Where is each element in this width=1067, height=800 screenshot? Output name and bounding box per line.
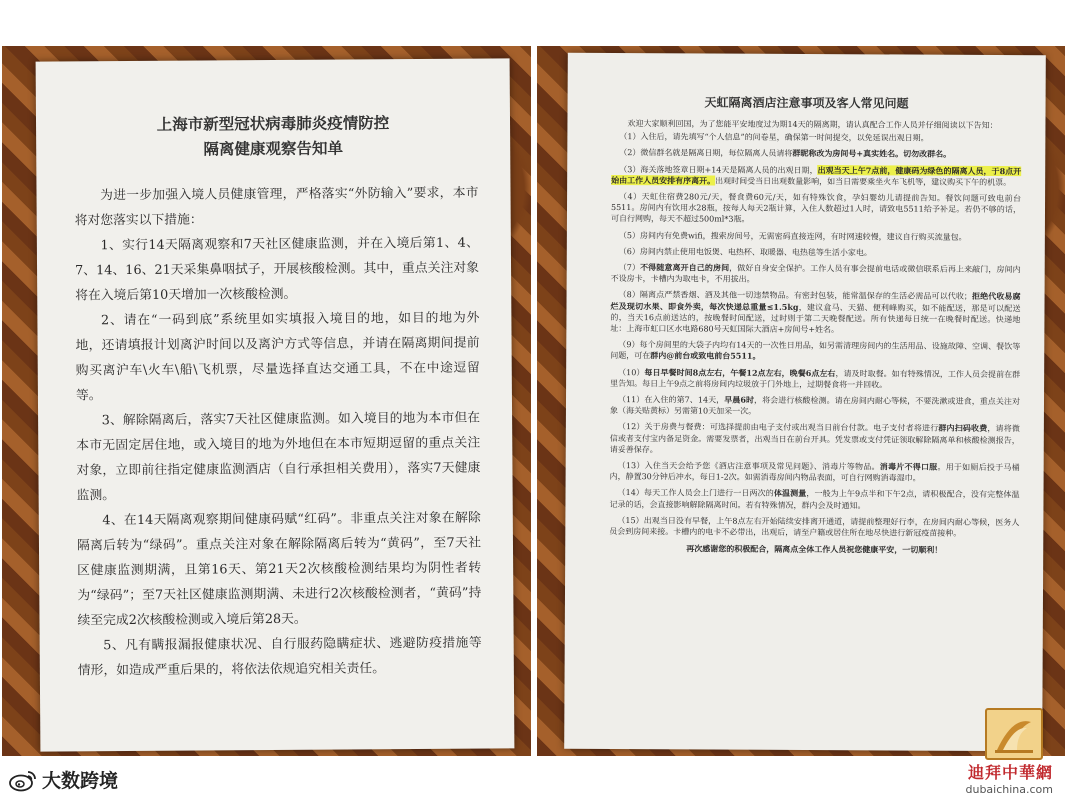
weibo-icon (8, 768, 38, 792)
right-notice-intro: 欢迎大家顺利回国，为了您能平安地度过为期14天的隔离期，请认真配合工作人员并仔细阅读以下告知： (627, 119, 998, 131)
watermark-right-brand: 迪拜中華網 (967, 763, 1053, 782)
watermark-left-text: 大数跨境 (42, 770, 119, 792)
left-notice-paragraph: 1、实行14天隔离观察和7天社区健康监测，并在入境后第1、4、7、14、16、21天采集鼻咽拭子，开展核酸检测。其中，重点关注对象将在入境后第10天增加一次核酸检测。 (75, 235, 480, 304)
left-notice-paragraph: 4、在14天隔离观察期间健康码赋“红码”。非重点关注对象在解除隔离后转为“绿码”。重点关注对象在解除隔离后转为“黄码”，至7天社区健康监测期满，且第16天、第21天2次核酸检测结果均为阴性者转为“绿码”；至7天社区健康监测期满、未进行2次核酸检测者，“黄码”持续至完成2次核酸检测或入境后第28天。 (76, 510, 482, 629)
notice-item: （9）每个房间里的大袋子内均有14天的一次性日用品，如另需清理房间内的生活用品、设施故障、空调、餐饮等问题，可在群内@前台或致电前台5511。 (610, 340, 1021, 362)
notice-item: （8）隔离点严禁香烟、酒及其他一切违禁物品。有密封包装，能常温保存的生活必需品可以代收；拒绝代收易腐烂及现切水果、即食外卖，每次快递总重量≤1.5kg，建议盒马、天猫、便利峰购买，如不能配送，那是可以配送的，当天16点前送达的，按晚餐时间配送，过时则于第二天晚餐配送。所有快递每日统一在晚餐时配送。快递地址：上海市虹口区水电路680号天虹国际大酒店+房间号+姓名。 (610, 290, 1021, 335)
notice-item: （2）微信群名就是隔离日期，每位隔离人员请将群昵称改为房间号+真实姓名。切勿改群名。 (619, 148, 952, 160)
left-notice-title-line2: 隔离健康观察告知单 (203, 139, 344, 159)
left-photo (2, 46, 531, 756)
watermark-left (8, 766, 118, 793)
left-notice-paragraph: 为进一步加强入境人员健康管理，严格落实“外防输入”要求，本市将对您落实以下措施： (74, 185, 479, 229)
right-notice-body (565, 110, 1045, 557)
left-notice-paragraph: 5、凡有瞒报漏报健康状况、自行服药隐瞒症状、逃避防疫措施等情形，如造成严重后果的，将依法依规追究相关责任。 (77, 635, 482, 679)
notice-item: （15）出观当日没有早餐，上午8点左右开始陆续安排离开通道，请提前整理好行李，在房间内耐心等候，医务人员会到房间来接。卡槽内的电卡不必带出，出观后，请至户籍或居住所在地尽快进行新冠疫苗接种。 (609, 515, 1020, 538)
notice-item: （6）房间内禁止使用电饭煲、电热杯、取暖器、电热毯等生活小家电。 (618, 246, 872, 258)
highlighted-text: 出观当天上午7点前，健康码为绿色的隔离人员，于8点开始由工作人员安排有序离开。 (611, 164, 1022, 186)
notice-item: （3）海关落地签章日期+14天是隔离人员的出观日期，出观当天上午7点前，健康码为绿色的隔离人员，于8点开始由工作人员安排有序离开。出观时间受当日出观数量影响，如当日需要乘坐火车飞机等，建议购买下午的机票。 (611, 164, 1022, 187)
notice-item: （12）关于房费与餐费：可选择提前由电子支付或出观当日前台付款。电子支付者将进行群内扫码收费，请将微信或者支付宝内备足资金。需要发票者，出观当日在前台开具。凭发票或支付凭证领取解除隔离单和核酸检测报告，请妥善保存。 (609, 422, 1020, 455)
notice-item: （5）房间内有免费wifi，搜索房间号，无需密码直接连网，有时网速较慢，建议自行购买流量包。 (618, 230, 967, 242)
notice-item: （1）入住后，请先填写“个人信息”的问卷星，确保第一时间提交，以免延误出观日期。 (619, 132, 929, 143)
left-notice-paragraph: 2、请在“一码到底”系统里如实填报入境目的地，如目的地为外地，还请填报计划离沪时间以及离沪方式等信息，并请在隔离期间提前购买离沪车\火车\船\飞机票，尽量选择直达交通工具，不在中途逗留等。 (75, 310, 480, 404)
watermark-right-url: dubaichina.com (965, 783, 1053, 796)
notice-item: （4）天虹住宿费280元/天，餐食费60元/天，如有特殊饮食，孕妇婴幼儿请提前告知。餐饮问题可致电前台5511。房间内有饮用水28瓶，按每人每天2瓶计算，入住人数超过1人时，请致电5511给予补足。若仍不够的话，可自行网购，每天不超过500ml*3瓶。 (610, 192, 1022, 225)
right-notice-title: 天虹隔离酒店注意事项及客人常见问题 (704, 95, 909, 111)
left-notice-title-line1: 上海市新型冠状病毒肺炎疫情防控 (156, 114, 390, 134)
left-notice-body (36, 160, 514, 683)
left-notice-sheet (36, 58, 515, 751)
notice-item: （13）入住当天会给予您《酒店注意事项及常见问题》、消毒片等物品。消毒片不得口服。用于如厕后投于马桶内，静置30分钟后冲水，每日1-2次。如需消毒房间内物品表面，可自行网购消毒湿巾。 (609, 461, 1020, 483)
notice-item: （14）每天工作人员会上门进行一日两次的体温测量，一般为上午9点半和下午2点，请积极配合，没有完整体温记录的话，会直接影响解除隔离时间。若有特殊情况，群内会及时通知。 (609, 488, 1020, 511)
right-notice-closing: 再次感谢您的积极配合，隔离点全体工作人员祝您健康平安，一切顺利！ (686, 543, 943, 556)
right-photo (537, 46, 1065, 756)
right-notice-sheet (564, 53, 1046, 751)
notice-item: （10）每日早餐时间8点左右，午餐12点左右，晚餐6点左右，请及时取餐。如有特殊情况，工作人员会提前在群里告知。每日上午9点之前将房间内垃圾放于门外地上，过期餐食将一并回收。 (610, 366, 1021, 390)
notice-item: （11）在入住的第7、14天，早晨6时，将会进行核酸检测。请在房间内耐心等候，不要洗漱或进食，重点关注对象（海关贴黄标）另需第10天加采一次。 (609, 394, 1021, 417)
notice-item: （7）不得随意离开自己的房间，做好自身安全保护。工作人员有事会提前电话或微信联系后再上来敲门，房间内不设房卡，卡槽内为取电卡，不用拔出。 (610, 262, 1021, 284)
dubaichina-logo (985, 708, 1043, 760)
left-notice-paragraph: 3、解除隔离后，落实7天社区健康监测。如入境目的地为本市但在本市无固定居住地，或入境目的地为外地但在本市短期逗留的重点关注对象，立即前往指定健康监测酒店（自行承担相关费用），落实7天健康监测。 (76, 410, 481, 504)
